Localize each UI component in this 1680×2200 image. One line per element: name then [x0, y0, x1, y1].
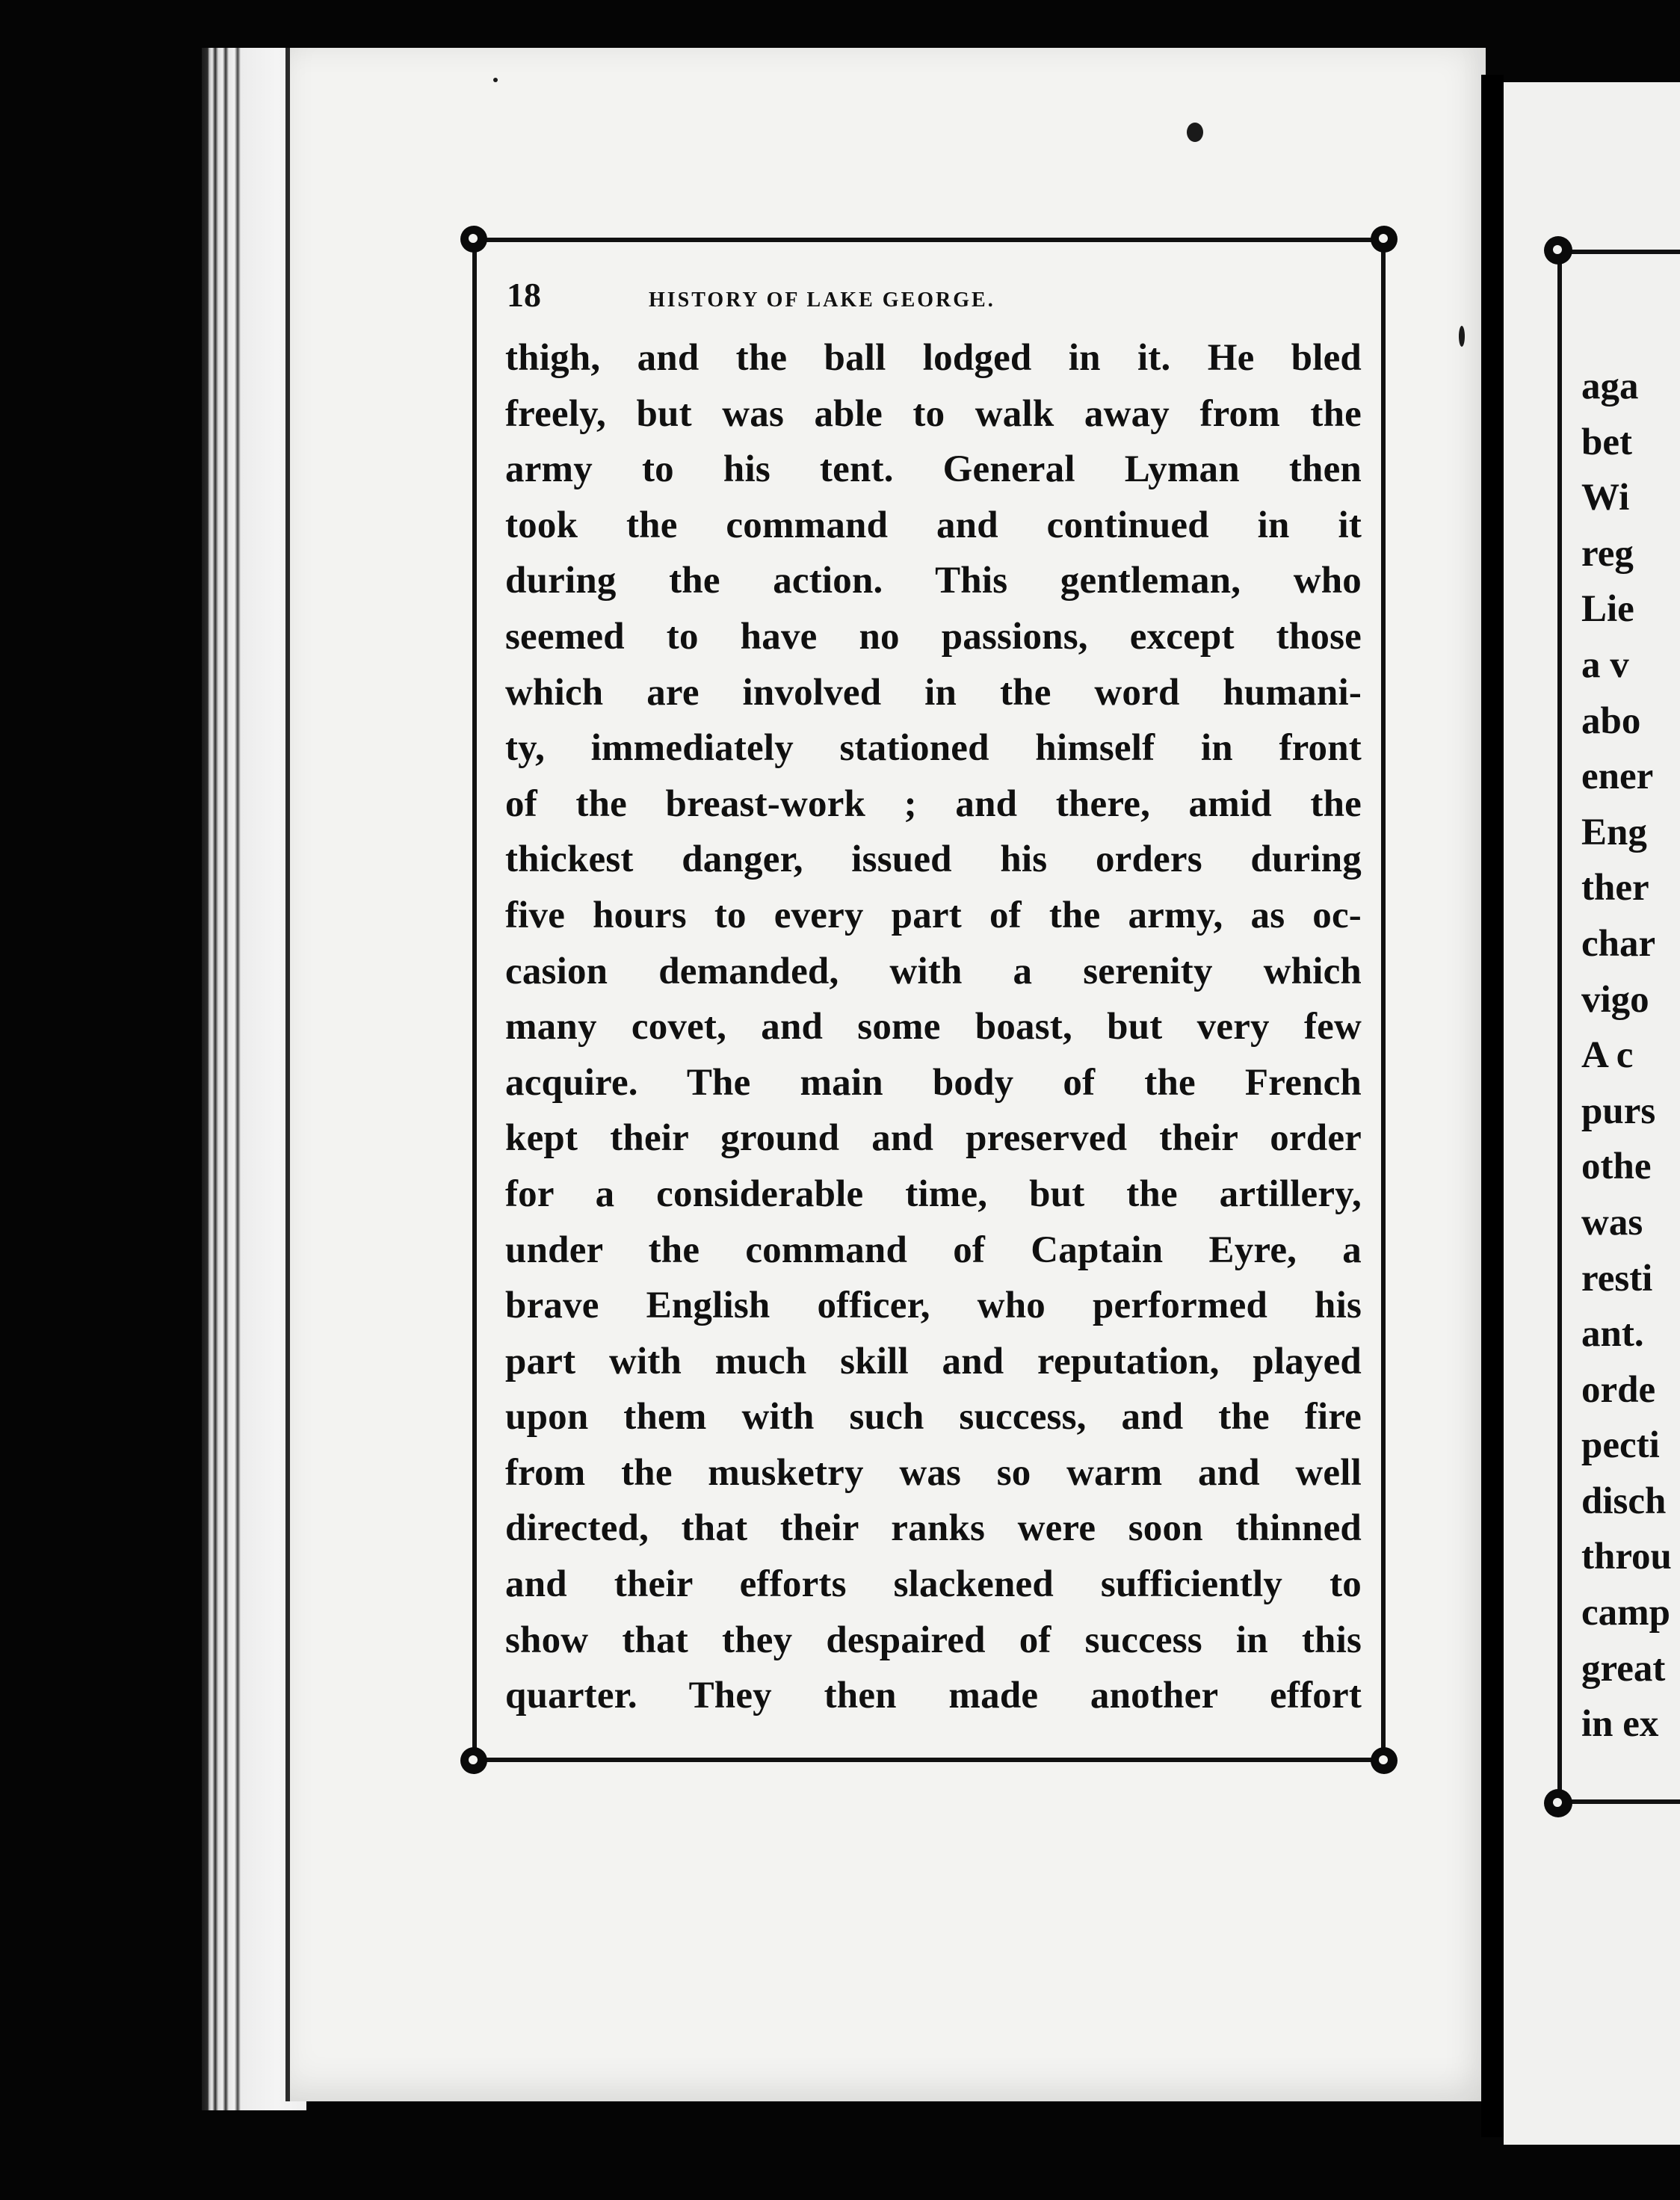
text-line: thickest danger, issued his orders during [505, 838, 1362, 881]
text-line-fragment: great [1581, 1647, 1666, 1690]
text-line: took the command and continued in it [505, 504, 1362, 546]
text-line: for a considerable time, but the artillery, [505, 1172, 1362, 1215]
text-line: many covet, and some boast, but very few [505, 1006, 1362, 1048]
text-line-fragment: purs [1581, 1090, 1656, 1132]
text-line: during the action. This gentleman, who [505, 560, 1362, 602]
text-line-fragment: disch [1581, 1480, 1667, 1522]
text-line-fragment: throu [1581, 1536, 1672, 1578]
text-line: which are involved in the word humani- [505, 671, 1362, 714]
text-line: acquire. The main body of the French [505, 1061, 1362, 1104]
text-line: five hours to every part of the army, as oc- [505, 894, 1362, 936]
text-line-fragment: Wi [1581, 477, 1630, 519]
right-page-text [1581, 359, 1672, 1752]
text-line-fragment: was [1581, 1201, 1643, 1243]
frame-corner-ornament-icon [1371, 226, 1398, 253]
text-line: seemed to have no passions, except those [505, 615, 1362, 658]
text-line-fragment: char [1581, 922, 1656, 965]
text-line-fragment: Eng [1581, 811, 1647, 853]
text-line-fragment: a v [1581, 643, 1629, 686]
text-line-fragment: ther [1581, 867, 1649, 909]
text-line-fragment: camp [1581, 1592, 1670, 1634]
frame-corner-ornament-icon [1544, 236, 1572, 265]
text-line: army to his tent. General Lyman then [505, 448, 1362, 491]
running-head [507, 275, 1359, 320]
text-line-fragment: A c [1581, 1034, 1634, 1077]
text-line-fragment: resti [1581, 1257, 1653, 1300]
header-title: HISTORY OF LAKE GEORGE. [649, 288, 995, 312]
text-line-fragment: reg [1581, 532, 1634, 575]
body-text [505, 330, 1362, 1724]
text-line: of the breast-work ; and there, amid the [505, 782, 1362, 825]
scan-speck [1459, 326, 1465, 347]
text-line: brave English officer, who performed his [505, 1285, 1362, 1327]
frame-corner-ornament-icon [1544, 1789, 1572, 1817]
text-line-fragment: pecti [1581, 1424, 1660, 1467]
text-line-fragment: orde [1581, 1368, 1656, 1411]
text-line: under the command of Captain Eyre, a [505, 1229, 1362, 1271]
scan-speck [1187, 123, 1203, 142]
text-line: directed, that their ranks were soon thinned [505, 1507, 1362, 1550]
text-line-fragment: abo [1581, 699, 1641, 742]
text-line-fragment: Lie [1581, 588, 1634, 631]
text-line-fragment: aga [1581, 365, 1639, 407]
frame-corner-ornament-icon [460, 1747, 487, 1774]
text-line-fragment: ant. [1581, 1313, 1644, 1356]
frame-corner-ornament-icon [1371, 1747, 1398, 1774]
text-line: ty, immediately stationed himself in front [505, 727, 1362, 770]
text-line: from the musketry was so warm and well [505, 1451, 1362, 1494]
text-line-fragment: in ex [1581, 1703, 1659, 1746]
text-line-fragment: vigo [1581, 978, 1649, 1021]
text-line: quarter. They then made another effort [505, 1675, 1362, 1717]
book-gutter [1481, 75, 1504, 2137]
text-line: upon them with such success, and the fire [505, 1396, 1362, 1439]
text-line: show that they despaired of success in this [505, 1619, 1362, 1661]
text-line: kept their ground and preserved their order [505, 1117, 1362, 1160]
scan-speck [493, 78, 498, 82]
right-page [1504, 82, 1680, 2145]
text-line: casion demanded, with a serenity which [505, 950, 1362, 992]
text-frame [472, 238, 1386, 1762]
frame-corner-ornament-icon [460, 226, 487, 253]
text-line: freely, but was able to walk away from the [505, 392, 1362, 435]
page-number: 18 [507, 276, 541, 314]
text-line: and their efforts slackened sufficiently to [505, 1563, 1362, 1606]
text-line-fragment: othe [1581, 1146, 1652, 1188]
text-line: thigh, and the ball lodged in it. He bled [505, 337, 1362, 379]
text-line-fragment: bet [1581, 421, 1632, 463]
text-line-fragment: ener [1581, 756, 1654, 798]
text-line: part with much skill and reputation, played [505, 1340, 1362, 1382]
